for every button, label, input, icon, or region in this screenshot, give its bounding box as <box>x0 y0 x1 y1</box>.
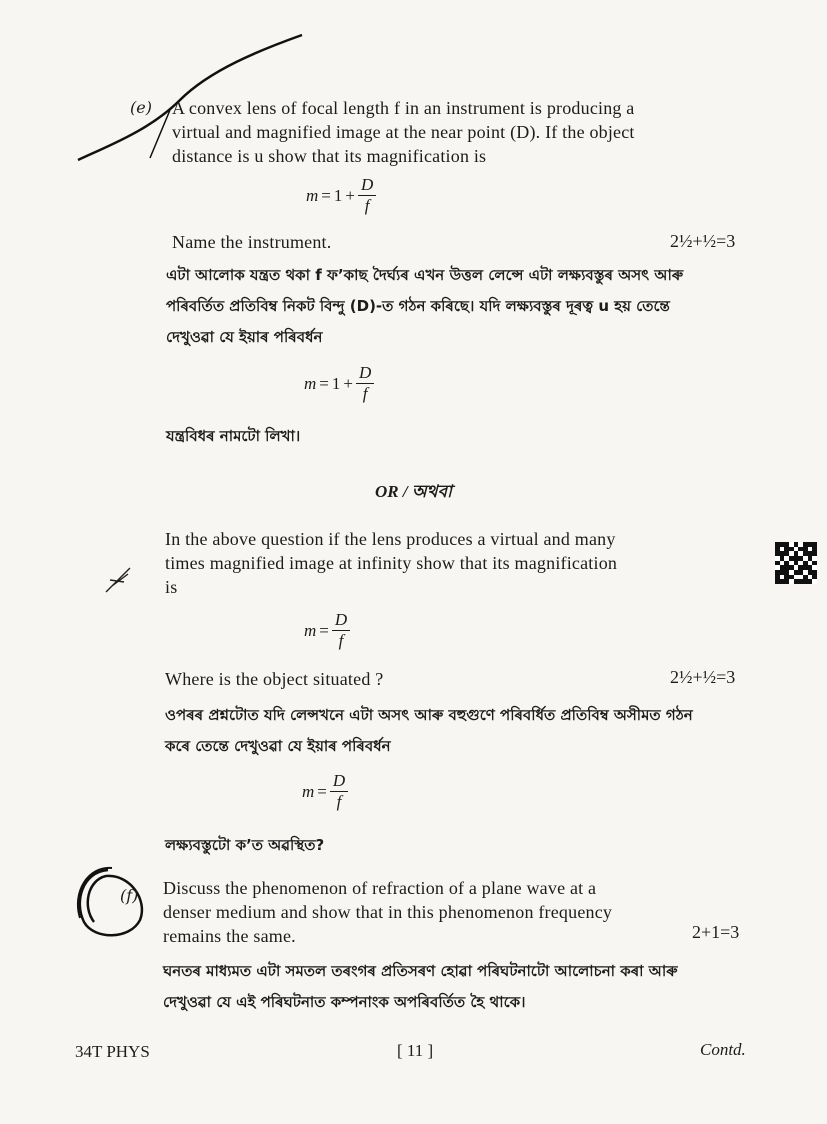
formula-as-fraction <box>356 364 374 403</box>
or-formula-fraction <box>332 611 350 650</box>
question-e-assamese <box>166 264 756 348</box>
fraction-as-denominator: f <box>362 384 368 403</box>
question-e-formula-as <box>304 364 374 403</box>
question-f-assamese <box>163 960 758 1013</box>
question-f-line-3: remains the same. <box>163 926 296 946</box>
question-e-as-line-3: দেখুওৱা যে ইয়াৰ পৰিবৰ্ধন <box>166 328 323 346</box>
qr-code-icon <box>775 542 817 584</box>
question-or-as-line-1: ওপৰৰ প্ৰশ্নটোত যদি লেন্সখনে এটা অসৎ আৰু বহুগুণে পৰিবৰ্ধিত প্ৰতিবিম্ব অসীমত গঠন <box>165 706 693 724</box>
formula-fraction <box>358 176 376 215</box>
question-e-line-1: A convex lens of focal length f in an instrument is producing a <box>172 98 635 118</box>
formula-plus: + <box>345 185 355 205</box>
question-e-marks: 2½+½=3 <box>670 231 736 251</box>
question-e-instruction: Name the instrument. <box>172 232 332 252</box>
question-e-as-line-1: এটা আলোক যন্ত্ৰত থকা f ফ’কাছ দৈৰ্ঘ্যৰ এখন উত্তল লেন্সে এটা লক্ষ্যবস্তুৰ অসৎ আৰু <box>166 266 684 284</box>
footer-page-number: [ 11 ] <box>397 1041 434 1060</box>
footer-code: 34T PHYS <box>75 1042 150 1061</box>
question-or-instruction: Where is the object situated ? <box>165 669 384 689</box>
formula-eq: = <box>321 185 331 205</box>
question-f-english <box>163 876 750 948</box>
question-f-label: (f) <box>120 886 139 905</box>
question-f-marks: 2+1=3 <box>692 922 740 942</box>
question-or-english <box>165 527 750 599</box>
question-or-formula <box>304 611 350 650</box>
formula-as-eq: = <box>319 373 329 393</box>
fraction-numerator: D <box>358 176 376 196</box>
question-e-line-3: distance is u show that its magnification is <box>172 146 487 166</box>
question-f-as-line-2: দেখুওৱা যে এই পৰিঘটনাত কম্পনাংক অপৰিবৰ্তিত হৈ থাকে। <box>163 993 526 1011</box>
question-or-formula-as <box>302 772 348 811</box>
question-e-formula <box>306 176 376 215</box>
or-divider: OR / অথবা <box>375 482 452 501</box>
question-or-as-line-2: কৰে তেন্তে দেখুওৱা যে ইয়াৰ পৰিবৰ্ধন <box>165 737 391 755</box>
question-f-line-2: denser medium and show that in this phenomenon frequency <box>163 902 613 922</box>
formula-as-one: 1 <box>331 373 341 393</box>
pen-annotation-check <box>100 560 140 600</box>
formula-as-lhs: m <box>304 373 317 393</box>
or-formula-as-fraction <box>330 772 348 811</box>
question-or-marks: 2½+½=3 <box>670 667 736 687</box>
question-e-label: (e) <box>130 98 152 117</box>
formula-lhs: m <box>306 185 319 205</box>
question-or-instruction-as: লক্ষ্যবস্তুটো ক’ত অৱস্থিত? <box>165 836 325 854</box>
question-or-line-2: times magnified image at infinity show that its magnification <box>165 553 618 573</box>
formula-as-plus: + <box>343 373 353 393</box>
or-formula-as-eq: = <box>317 781 327 801</box>
or-formula-lhs: m <box>304 620 317 640</box>
or-fraction-as-denominator: f <box>336 792 342 811</box>
or-formula-eq: = <box>319 620 329 640</box>
question-or-line-3: is <box>165 577 178 597</box>
or-fraction-numerator: D <box>332 611 350 631</box>
question-f-line-1: Discuss the phenomenon of refraction of a plane wave at a <box>163 878 597 898</box>
or-fraction-denominator: f <box>338 631 344 650</box>
question-e-as-line-2: পৰিবৰ্তিত প্ৰতিবিম্ব নিকট বিন্দু (D)-ত গঠন কৰিছে। যদি লক্ষ্যবস্তুৰ দূৰত্ব u হয় তেন্তে <box>166 297 670 315</box>
or-fraction-as-numerator: D <box>330 772 348 792</box>
question-or-assamese <box>165 704 755 757</box>
fraction-as-numerator: D <box>356 364 374 384</box>
question-or-line-1: In the above question if the lens produces a virtual and many <box>165 529 616 549</box>
formula-one: 1 <box>333 185 343 205</box>
question-e-english <box>172 96 750 168</box>
question-e-instruction-as: যন্ত্ৰবিধৰ নামটো লিখা। <box>166 427 301 445</box>
pen-annotation-circle <box>68 862 152 946</box>
footer-contd: Contd. <box>700 1040 746 1059</box>
fraction-denominator: f <box>364 196 370 215</box>
or-formula-as-lhs: m <box>302 781 315 801</box>
question-e-line-2: virtual and magnified image at the near point (D). If the object <box>172 122 635 142</box>
question-f-as-line-1: ঘনতৰ মাধ্যমত এটা সমতল তৰংগৰ প্ৰতিসৰণ হোৱা পৰিঘটনাটো আলোচনা কৰা আৰু <box>163 962 678 980</box>
